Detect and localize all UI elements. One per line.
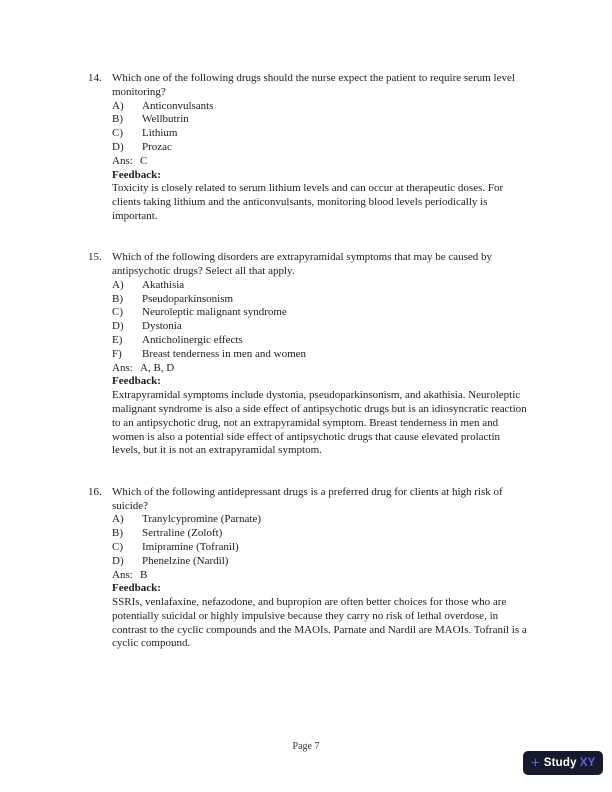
option-text: Anticholinergic effects [142, 334, 243, 347]
answer-label: Ans: [112, 154, 133, 167]
option-text: Pseudoparkinsonism [142, 292, 234, 305]
question-block [88, 486, 528, 652]
option-text: Neuroleptic malignant syndrome [142, 306, 287, 319]
option-text: Wellbutrin [142, 113, 189, 126]
option-row [112, 127, 528, 141]
option-letter: E) [112, 334, 123, 347]
option-row [112, 348, 528, 362]
option-row [112, 541, 528, 555]
option-letter: C) [112, 127, 123, 140]
feedback-label: Feedback: [112, 168, 161, 181]
option-row [112, 334, 528, 348]
option-letter: A) [112, 278, 124, 291]
option-text: Tranylcypromine (Parnate) [142, 513, 262, 526]
page-footer [0, 741, 612, 752]
feedback-text: SSRIs, venlafaxine, nefazodone, and bupropion are often better choices for those who are potentially suicidal or highly impulsive because they carry no risk of lethal overdose, in contrast to the cyclic compounds and the MAOIs. Parnate and Nardil are MAOIs. Tofranil is a cyclic compound. [112, 596, 527, 650]
question-block [88, 72, 528, 224]
question-block [88, 251, 528, 458]
option-text: Prozac [142, 140, 172, 153]
question-number: 15. [88, 251, 102, 264]
page-number: Page 7 [292, 741, 320, 752]
answer-row [112, 569, 528, 583]
option-text: Akathisia [142, 278, 185, 291]
option-letter: C) [112, 306, 123, 319]
question-stem: Which of the following disorders are extrapyramidal symptoms that may be caused by antipsychotic drugs? Select all that apply. [112, 251, 493, 278]
options-list [112, 100, 528, 155]
option-row [112, 555, 528, 569]
option-letter: A) [112, 513, 124, 526]
option-letter: F) [112, 347, 122, 360]
options-list [112, 513, 528, 568]
option-row [112, 100, 528, 114]
plus-icon: + [531, 754, 540, 771]
option-letter: B) [112, 113, 123, 126]
option-row [112, 527, 528, 541]
option-text: Imipramine (Tofranil) [142, 540, 239, 553]
question-number: 16. [88, 485, 102, 498]
option-row [112, 320, 528, 334]
feedback-text: Toxicity is closely related to serum lithium levels and can occur at therapeutic doses. For clients taking lithium and the anticonvulsants, monitoring blood levels periodically is important. [112, 182, 504, 222]
answer-value: C [140, 154, 148, 167]
answer-row [112, 155, 528, 169]
answer-value: A, B, D [140, 361, 175, 374]
option-letter: C) [112, 540, 123, 553]
options-list [112, 279, 528, 362]
question-number: 14. [88, 72, 102, 84]
option-text: Phenelzine (Nardil) [142, 554, 229, 567]
answer-row [112, 362, 528, 376]
studyxy-logo-study: Study [543, 757, 577, 769]
option-letter: A) [112, 99, 124, 112]
option-text: Breast tenderness in men and women [142, 347, 307, 360]
option-text: Dystonia [142, 320, 182, 333]
option-row [112, 513, 528, 527]
option-text: Sertraline (Zoloft) [142, 527, 223, 540]
option-letter: B) [112, 527, 123, 540]
question-stem: Which of the following antidepressant drugs is a preferred drug for clients at high risk of suicide? [112, 485, 503, 512]
option-row [112, 293, 528, 307]
feedback-label: Feedback: [112, 375, 161, 388]
questions-list [88, 72, 528, 679]
option-text: Lithium [142, 127, 178, 140]
answer-label: Ans: [112, 568, 133, 581]
option-letter: B) [112, 292, 123, 305]
studyxy-badge[interactable] [523, 751, 603, 775]
option-text: Anticonvulsants [142, 99, 214, 112]
option-row [112, 141, 528, 155]
studyxy-logo-xy: XY [579, 757, 596, 769]
feedback-text: Extrapyramidal symptoms include dystonia, pseudoparkinsonism, and akathisia. Neuroleptic malignant syndrome is also a side effect of antipsychotic drugs but is an idiosyncratic reaction to an antipsychotic drug, not an extrapyramidal symptom. Breast tenderness in men and women is also a potential side effect of antipsychotic drugs that cause elevated prolactin levels, but it is not an extrapyramidal symptom. [112, 389, 527, 457]
option-row [112, 279, 528, 293]
option-letter: D) [112, 140, 124, 153]
answer-value: B [140, 568, 148, 581]
feedback-label: Feedback: [112, 582, 161, 595]
option-row [112, 306, 528, 320]
option-letter: D) [112, 554, 124, 567]
option-row [112, 113, 528, 127]
option-letter: D) [112, 320, 124, 333]
answer-label: Ans: [112, 361, 133, 374]
question-stem: Which one of the following drugs should the nurse expect the patient to require serum level monitoring? [112, 72, 515, 98]
